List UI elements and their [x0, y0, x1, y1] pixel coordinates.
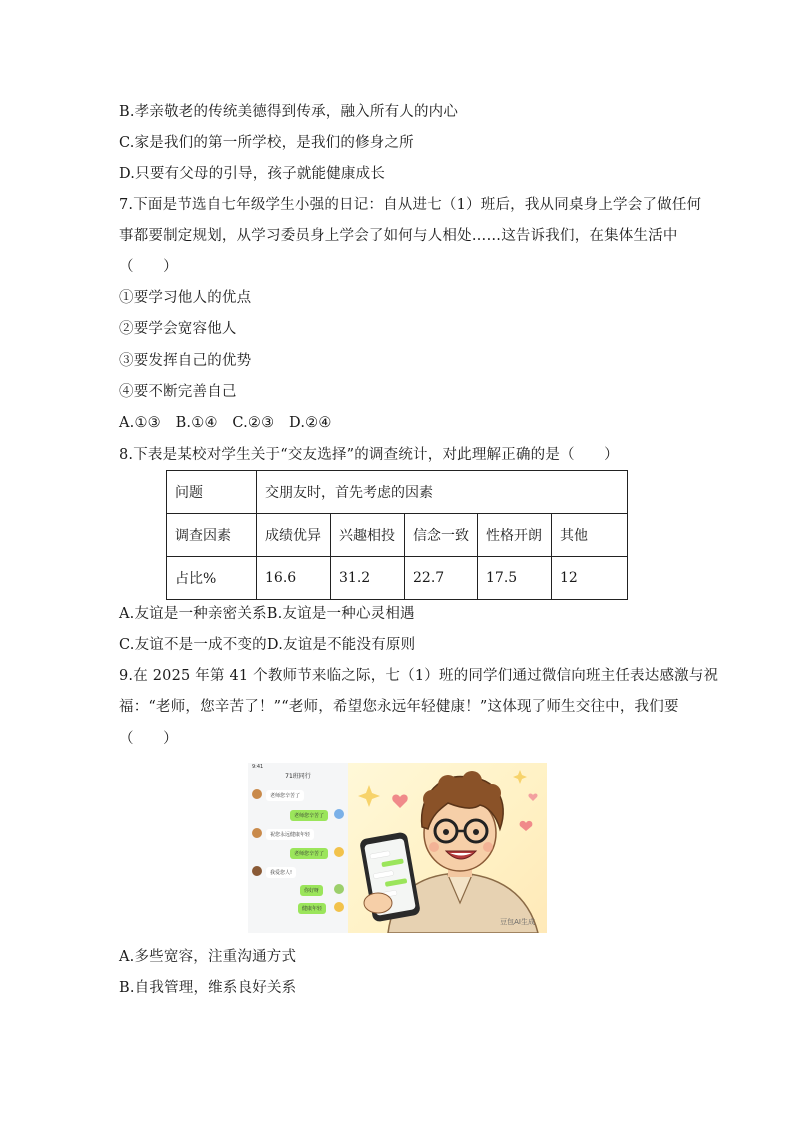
- q7-stem-line1: 7.下面是节选自七年级学生小强的日记：自从进七（1）班后，我从同桌身上学会了做任何: [119, 197, 702, 213]
- q8-option-cd: C.友谊不是一成不变的D.友谊是不能没有原则: [119, 637, 416, 653]
- q8-stem: 8.下表是某校对学生关于“交友选择”的调查统计，对此理解正确的是（ ）: [119, 447, 619, 463]
- table-cell: 12: [552, 557, 628, 600]
- q7-item-1: ①要学习他人的优点: [119, 290, 252, 306]
- table-cell: 16.6: [257, 557, 331, 600]
- q7-item-4: ④要不断完善自己: [119, 384, 237, 400]
- table-row: [167, 514, 628, 557]
- table-cell: 17.5: [478, 557, 552, 600]
- sparkle-icon: [513, 770, 527, 784]
- avatar: [334, 847, 344, 857]
- table-cell: 问题: [167, 471, 257, 514]
- table-cell: 信念一致: [405, 514, 478, 557]
- table-cell: 兴趣相投: [331, 514, 405, 557]
- avatar: [334, 884, 344, 894]
- q7-blank: （ ）: [119, 259, 178, 275]
- chat-title: 71班同行: [285, 773, 311, 780]
- chat-message: 我爱您人!: [266, 867, 296, 878]
- avatar: [252, 789, 262, 799]
- q9-option-b: B.自我管理，维系良好关系: [119, 980, 297, 996]
- heart-icon: [520, 821, 533, 831]
- chat-message: 健康年轻: [298, 903, 326, 914]
- q7-choices: A.①③ B.①④ C.②③ D.②④: [119, 415, 332, 431]
- table-cell: 31.2: [331, 557, 405, 600]
- table-cell: 调查因素: [167, 514, 257, 557]
- q8-option-ab: A.友谊是一种亲密关系B.友谊是一种心灵相遇: [119, 606, 415, 622]
- avatar: [252, 866, 262, 876]
- table-cell: 性格开朗: [478, 514, 552, 557]
- table-cell: 其他: [552, 514, 628, 557]
- chat-message: 祝您永远健康年轻: [266, 829, 314, 840]
- q7-stem-line2: 事都要制定规划，从学习委员身上学会了如何与人相处……这告诉我们，在集体生活中: [119, 228, 678, 244]
- status-time: 9:41: [252, 764, 264, 770]
- chat-message: 老师您辛苦了: [290, 810, 328, 821]
- teacher-with-phone-image: [348, 763, 547, 933]
- survey-table: [166, 470, 628, 600]
- heart-icon: [392, 794, 407, 808]
- table-row: [167, 557, 628, 600]
- avatar: [252, 828, 262, 838]
- chat-message: 老师您辛苦了: [290, 848, 328, 859]
- option-b: B.孝亲敬老的传统美德得到传承，融入所有人的内心: [119, 104, 459, 120]
- table-cell: 22.7: [405, 557, 478, 600]
- chat-message: 老师您辛苦了: [266, 790, 304, 801]
- teacher-artwork: [348, 763, 547, 933]
- q9-stem-line2: 福：“老师，您辛苦了！”“老师，希望您永远年轻健康！”这体现了师生交往中，我们要: [119, 699, 679, 715]
- option-d: D.只要有父母的引导，孩子就能健康成长: [119, 166, 386, 182]
- avatar: [334, 809, 344, 819]
- avatar: [334, 902, 344, 912]
- option-c: C.家是我们的第一所学校，是我们的修身之所: [119, 135, 414, 151]
- watermark-label: 豆包AI生成: [500, 918, 535, 926]
- chat-screenshot: [248, 763, 349, 933]
- chat-message: 你好呀: [300, 885, 323, 896]
- table-row: [167, 471, 628, 514]
- sparkle-icon: [358, 785, 380, 807]
- q9-option-a: A.多些宽容，注重沟通方式: [119, 949, 297, 965]
- q7-item-3: ③要发挥自己的优势: [119, 353, 252, 369]
- table-cell: 交朋友时，首先考虑的因素: [257, 471, 628, 514]
- q9-blank: （ ）: [119, 731, 178, 747]
- wechat-illustration: [248, 763, 547, 933]
- q9-stem-line1: 9.在 2025 年第 41 个教师节来临之际，七（1）班的同学们通过微信向班主任表达感激与祝: [119, 668, 719, 684]
- table-cell: 占比%: [167, 557, 257, 600]
- table-cell: 成绩优异: [257, 514, 331, 557]
- heart-icon: [528, 794, 537, 801]
- q7-item-2: ②要学会宽容他人: [119, 321, 237, 337]
